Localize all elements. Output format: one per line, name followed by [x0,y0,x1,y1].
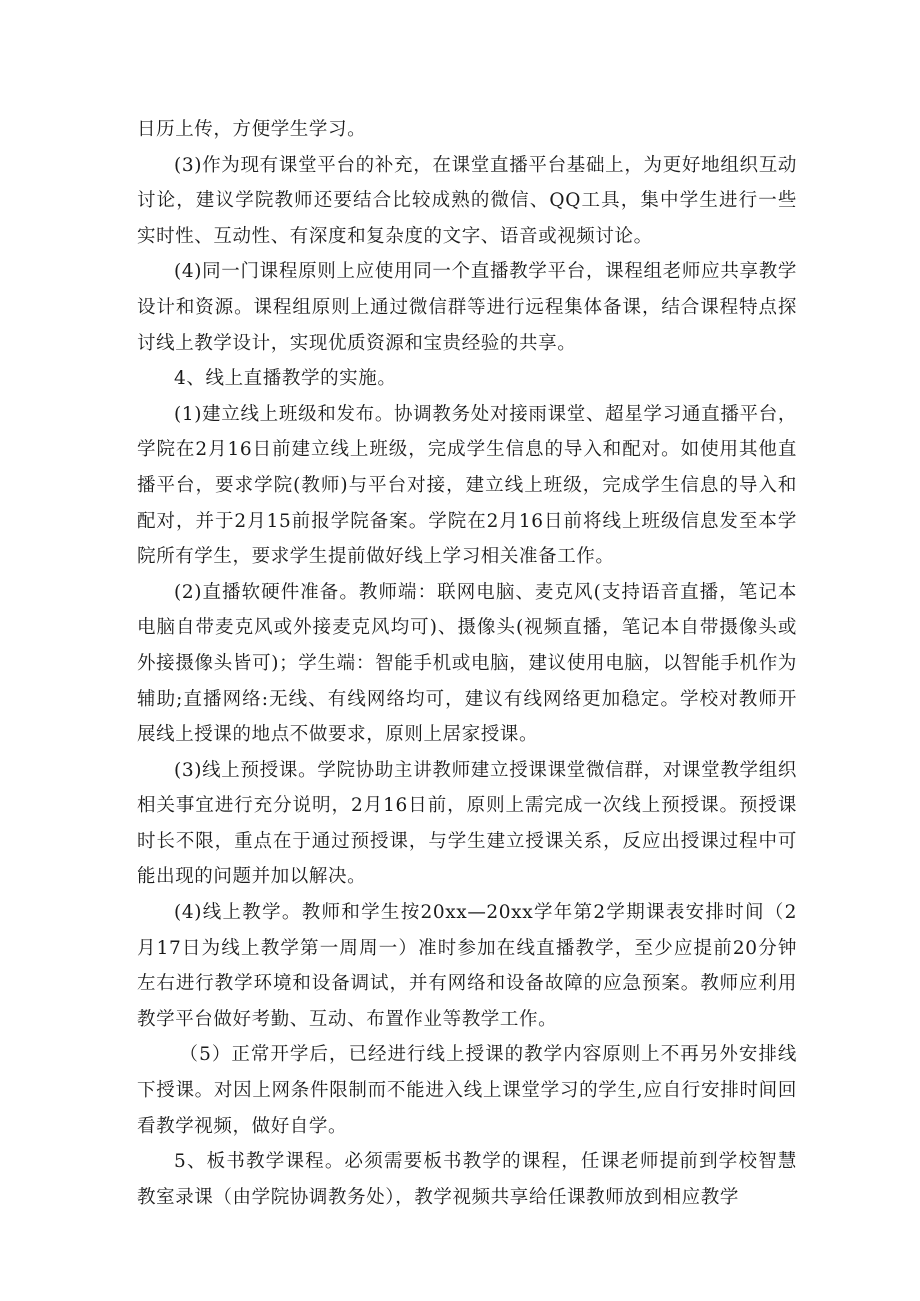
section-heading-5-blackboard-courses: 5、板书教学课程。必须需要板书教学的课程，任课老师提前到学校智慧教室录课（由学院协调教务处），教学视频共享给任课教师放到相应教学 [137,1151,797,1208]
paragraph-item-1-online-class: (1)建立线上班级和发布。协调教务处对接雨课堂、超星学习通直播平台，学院在2月16日前建立线上班级，完成学生信息的导入和配对。如使用其他直播平台，要求学院(教师)与平台对接，建立线上班级，完成学生信息的导入和配对，并于2月15前报学院备案。学院在2月16日前将线上班级信息发至本学院所有学生，要求学生提前做好线上学习相关准备工作。 [137,403,797,568]
paragraph-item-5-after-school-start: （5）正常开学后，已经进行线上授课的教学内容原则上不再另外安排线下授课。对因上网条件限制而不能进入线上课堂学习的学生,应自行安排时间回看教学视频，做好自学。 [137,1044,797,1137]
section-heading-4-live-teaching: 4、线上直播教学的实施。 [174,368,397,390]
document-body [137,112,797,1215]
paragraph-item-4-online-teaching: (4)线上教学。教师和学生按20xx—20xx学年第2学期课表安排时间（2月17日为线上教学第一周周一）准时参加在线直播教学，至少应提前20分钟左右进行教学环境和设备调试，并有网络和设备故障的应急预案。教师应利用教学平台做好考勤、互动、布置作业等教学工作。 [137,902,797,1030]
paragraph-item-2-hardware: (2)直播软硬件准备。教师端：联网电脑、麦克风(支持语音直播，笔记本电脑自带麦克风或外接麦克风均可)、摄像头(视频直播，笔记本自带摄像头或外接摄像头皆可)；学生端：智能手机或电脑，建议使用电脑，以智能手机作为辅助;直播网络:无线、有线网络均可，建议有线网络更加稳定。学校对教师开展线上授课的地点不做要求，原则上居家授课。 [137,581,797,746]
paragraph-item-3-pre-teaching: (3)线上预授课。学院协助主讲教师建立授课课堂微信群，对课堂教学组织相关事宜进行充分说明，2月16日前，原则上需完成一次线上预授课。预授课时长不限，重点在于通过预授课，与学生建立授课关系，反应出授课过程中可能出现的问题并加以解决。 [137,759,797,888]
paragraph-continuation: 日历上传，方便学生学习。 [137,119,367,140]
paragraph-item-3-platform-supplement: (3)作为现有课堂平台的补充，在课堂直播平台基础上，为更好地组织互动讨论，建议学院教师还要结合比较成熟的微信、QQ工具，集中学生进行一些实时性、互动性、有深度和复杂度的文字、语音或视频讨论。 [137,154,797,247]
paragraph-item-4-same-platform: (4)同一门课程原则上应使用同一个直播教学平台，课程组老师应共享教学设计和资源。课程组原则上通过微信群等进行远程集体备课，结合课程特点探讨线上教学设计，实现优质资源和宝贵经验的共享。 [137,261,797,354]
